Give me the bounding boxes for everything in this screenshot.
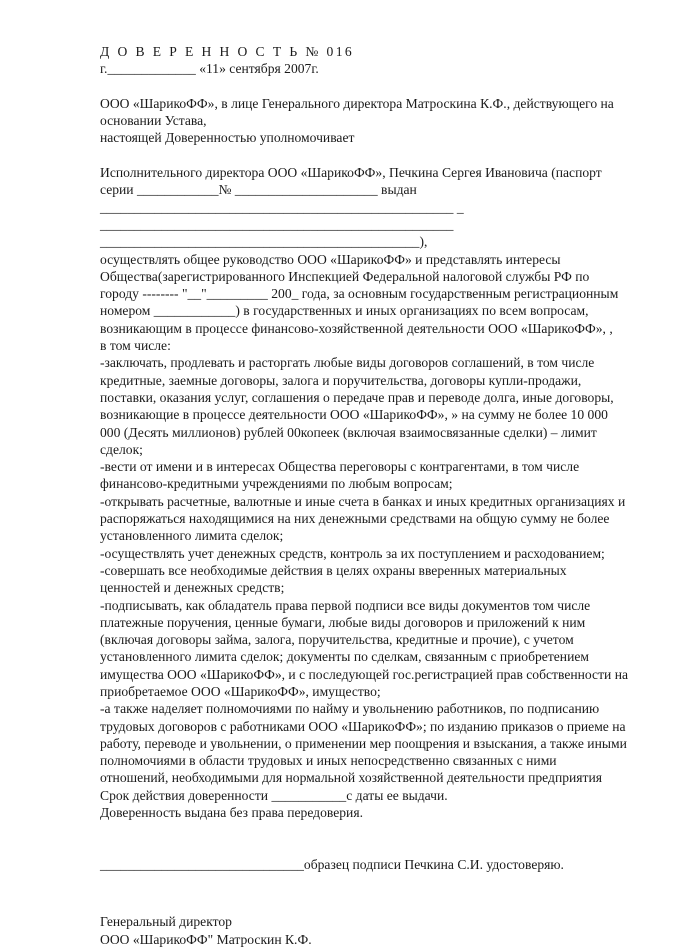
body-line: серии ____________№ _____________________ выдан <box>100 182 417 198</box>
body-line: ____________________________________________________ _ <box>100 199 464 215</box>
body-line: распоряжаться находящимися на них денежными средствами на общую сумму не более <box>100 511 610 527</box>
intro-line: ООО «ШарикоФФ», в лице Генерального директора Матроскина К.Ф., действующего на <box>100 95 614 111</box>
body-line: поставки, оказания услуг, соглашения о передаче прав и переводе долга, иные договоры, <box>100 389 614 405</box>
body-line: имущества ООО «ШарикоФФ», и с последующей гос.регистрацией прав собственности на <box>100 666 629 682</box>
signatory-block <box>100 913 660 948</box>
body-line: полномочиями в области трудовых и иных непосредственно связанных с ними <box>100 753 557 769</box>
power-of-attorney-document <box>100 43 660 948</box>
body-line: в том числе: <box>100 338 171 354</box>
body-line: -осуществлять учет денежных средств, контроль за их поступлением и расходованием; <box>100 545 605 561</box>
body-line: сделок; <box>100 441 143 457</box>
body-line: -подписывать, как обладатель права первой подписи все виды документов том числе <box>100 597 591 613</box>
signatory-name: ООО «ШарикоФФ" Матроскин К.Ф. <box>100 931 312 947</box>
body-line: ____________________________________________________ <box>100 216 454 232</box>
body-line: отношений, необходимыми для нормальной хозяйственной деятельности предприятия <box>100 770 603 786</box>
body-line: -открывать расчетные, валютные и иные счета в банках и иных кредитных организациях и <box>100 493 626 509</box>
body-line: _______________________________________________), <box>100 234 428 250</box>
intro-paragraph <box>100 95 660 147</box>
intro-line: основании Устава, <box>100 113 207 129</box>
body-line: ценностей и денежных средств; <box>100 580 285 596</box>
body-line: -совершать все необходимые действия в целях охраны вверенных материальных <box>100 562 567 578</box>
date-line: г._____________ «11» сентября 2007г. <box>100 61 319 77</box>
body-line: городу -------- "__"_________ 200_ года, за основным государственным регистрационным <box>100 286 619 302</box>
body-line: установленного лимита сделок; <box>100 528 284 544</box>
body-line: возникающие в процессе деятельности ООО «ШарикоФФ», » на сумму не более 10 000 <box>100 407 608 423</box>
body-line: номером ____________) в государственных и иных организациях по всем вопросам, <box>100 303 589 319</box>
body-line: платежные поручения, ценные бумаги, любые виды договоров и приложений к ним <box>100 614 586 630</box>
body-line: трудовых договоров с работниками ООО «ШарикоФФ»; по изданию приказов о приеме на <box>100 718 626 734</box>
body-text <box>100 164 660 821</box>
body-line: 000 (Десять миллионов) рублей 00копеек (включая взаимосвязанные сделки) – лимит <box>100 424 597 440</box>
body-line: -а также наделяет полномочиями по найму и увольнению работников, по подписанию <box>100 701 600 717</box>
body-line: финансово-кредитными учреждениями по любым вопросам; <box>100 476 453 492</box>
body-line: кредитные, заемные договоры, залога и поручительства, договоры купли-продажи, <box>100 372 582 388</box>
body-line: работу, переводе и увольнении, о применении мер поощрения и взыскания, а также иными <box>100 735 627 751</box>
body-line: Общества(зарегистрированного Инспекцией Федеральной налоговой службы РФ по <box>100 268 590 284</box>
body-line: Исполнительного директора ООО «ШарикоФФ», Печкина Сергея Ивановича (паспорт <box>100 165 602 181</box>
intro-line: настоящей Доверенностью уполномочивает <box>100 130 355 146</box>
body-line: -заключать, продлевать и расторгать любые виды договоров соглашений, в том числе <box>100 355 595 371</box>
body-line: возникающим в процессе финансово-хозяйственной деятельности ООО «ШарикоФФ», , <box>100 320 613 336</box>
body-line: приобретаемое ООО «ШарикоФФ», имущество; <box>100 683 381 699</box>
signatory-position: Генеральный директор <box>100 914 232 930</box>
body-line: (включая договоры займа, залога, поручительства, кредитные и прочие), с учетом <box>100 632 574 648</box>
signature-sample-line: ______________________________образец подписи Печкина С.И. удостоверяю. <box>100 856 564 872</box>
body-line: Доверенность выдана без права передоверия. <box>100 805 363 821</box>
document-title: Д О В Е Р Е Н Н О С Т Ь № 016 <box>100 44 355 59</box>
body-line: -вести от имени и в интересах Общества переговоры с контрагентами, в том числе <box>100 459 580 475</box>
body-line: установленного лимита сделок; документы по сделкам, связанным с приобретением <box>100 649 589 665</box>
body-line: Срок действия доверенности ___________с даты ее выдачи. <box>100 787 448 803</box>
body-line: осуществлять общее руководство ООО «ШарикоФФ» и представлять интересы <box>100 251 561 267</box>
